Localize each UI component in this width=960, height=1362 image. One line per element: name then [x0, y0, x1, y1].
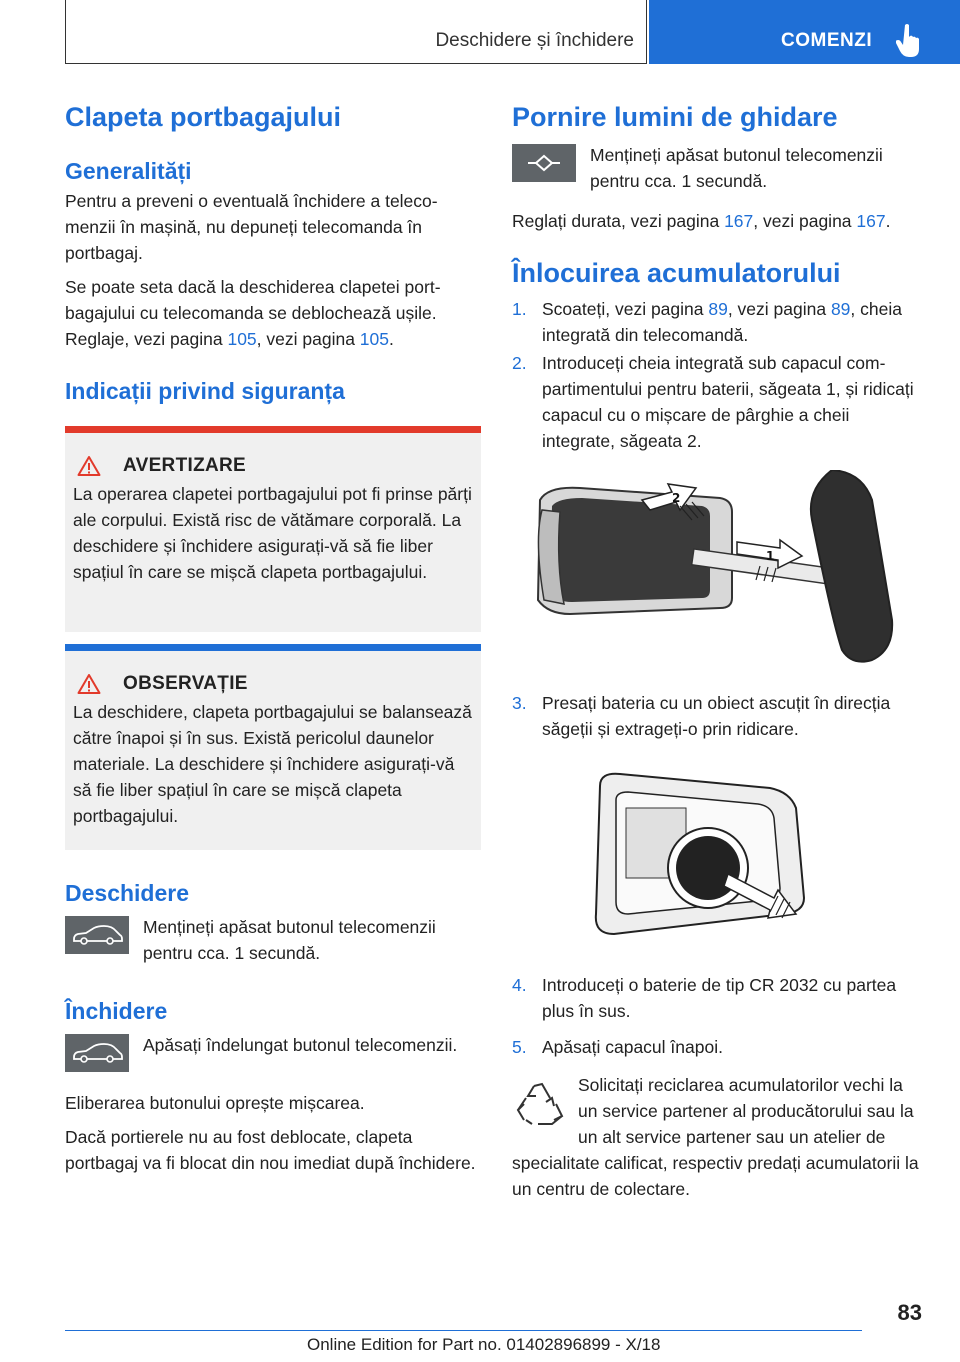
car-tailgate-open-button-icon: [65, 916, 129, 954]
page-link[interactable]: 167: [856, 211, 886, 231]
safety-heading: Indicații privind siguranța: [65, 378, 345, 404]
page-number: 83: [897, 1300, 922, 1325]
header-section-box: [65, 0, 647, 64]
close-heading: Închidere: [65, 998, 168, 1024]
notice-text: La deschidere, clapeta portbagajului se balansează către înapoi și în sus. Există pericolul daunelor materiale. La deschidere și închidere asigurați-vă să fie liber spațiul în care se mișcă clapeta portbagajului.: [73, 702, 472, 826]
guide-lights-button-icon: [512, 144, 576, 182]
recycle-text: Solicitați reciclarea acumulatorilor vechi la un service partener al producătorului sau la un alt service partener sau un atelier de specialitate calificat, respectiv predați acumulatorii la un centru de colectare.: [512, 1075, 919, 1199]
battery-title: Înlocuirea acumulatorului: [512, 258, 841, 288]
page-link[interactable]: 89: [830, 299, 851, 319]
list-item: 5. Apăsați capacul înapoi.: [512, 1037, 723, 1057]
recycle-icon: [512, 1076, 568, 1132]
guide-lights-text: Mențineți apăsat butonul telecomenzii pentru cca. 1 secundă.: [590, 145, 883, 191]
duration-text: Reglați durata, vezi pagina 167, vezi pagina 167.: [512, 211, 891, 231]
notice-title: OBSERVAȚIE: [123, 673, 248, 694]
page-link[interactable]: 167: [724, 211, 754, 231]
notice-triangle-icon: [77, 673, 101, 695]
list-item: 3. Presați bateria cu un obiect ascuțit în direcția săgeții și extrageți-o prin ridicare.: [512, 693, 891, 739]
general-heading: Generalități: [65, 158, 192, 184]
header-tab-controls[interactable]: [649, 0, 960, 64]
key-removal-illustration: [512, 470, 924, 680]
car-tailgate-close-button-icon: [65, 1034, 129, 1072]
warning-triangle-icon: [77, 455, 101, 477]
guide-lights-title: Pornire lumini de ghidare: [512, 102, 838, 132]
pointing-hand-icon: [896, 23, 922, 57]
list-item: 2. Introduceți cheia integrată sub capacul compartimentului pentru baterii, săgeata 1, și ridicați capacul cu o mișcare de pârghie a cheii integrate, săgeata 2.: [512, 353, 914, 451]
battery-steps: [512, 296, 924, 454]
tailgate-title: Clapeta portbagajului: [65, 102, 342, 132]
locked-text: Dacă portierele nu au fost deblocate, clapeta portbagaj va fi blocat din nou imediat după închidere.: [65, 1127, 476, 1173]
header-section-title: Deschidere și închidere: [435, 30, 634, 51]
warning-text: La operarea clapetei portbagajului pot fi prinse părți ale corpului. Există risc de vătămare corporală. La deschidere și închidere asigurați-vă să fie liber spațiul în care se mișcă clapeta portbagajului.: [73, 484, 472, 582]
general-paragraph-1: Pentru a preveni o eventuală închidere a telecomenzii în mașină, nu depuneți telecomanda în portbagaj.: [65, 191, 438, 263]
notice-box: [65, 644, 481, 850]
open-text: Mențineți apăsat butonul telecomenzii pentru cca. 1 secundă.: [143, 917, 436, 963]
battery-illustration: [512, 756, 924, 966]
footer-edition: Online Edition for Part no. 01402896899 - X/18: [307, 1335, 661, 1354]
page-link[interactable]: 105: [359, 329, 389, 349]
list-item: 1. Scoateți, vezi pagina 89, vezi pagina 89, cheia integrată din telecomandă.: [512, 299, 902, 345]
right-column: [512, 100, 924, 1202]
general-paragraph-2: Se poate seta dacă la deschiderea clapetei portbagajului cu telecomanda se deblochează ușile. Reglaje, vezi pagina 105, vezi pagina 105.: [65, 277, 441, 349]
list-item: 4. Introduceți o baterie de tip CR 2032 cu partea plus în sus.: [512, 975, 897, 1021]
close-text: Apăsați îndelungat butonul telecomenzii.: [143, 1035, 458, 1055]
open-heading: Deschidere: [65, 880, 190, 906]
left-column: [65, 100, 481, 1176]
svg-text:1: 1: [766, 549, 775, 563]
page-link[interactable]: 105: [227, 329, 257, 349]
warning-box: [65, 426, 481, 632]
release-text: Eliberarea butonului oprește mișcarea.: [65, 1093, 365, 1113]
page-link[interactable]: 89: [708, 299, 728, 319]
header-tab-label: COMENZI: [781, 30, 873, 51]
svg-text:2: 2: [672, 491, 681, 505]
footer-divider: [65, 1330, 862, 1331]
recycle-note: [512, 1072, 924, 1202]
warning-title: AVERTIZARE: [123, 455, 246, 476]
